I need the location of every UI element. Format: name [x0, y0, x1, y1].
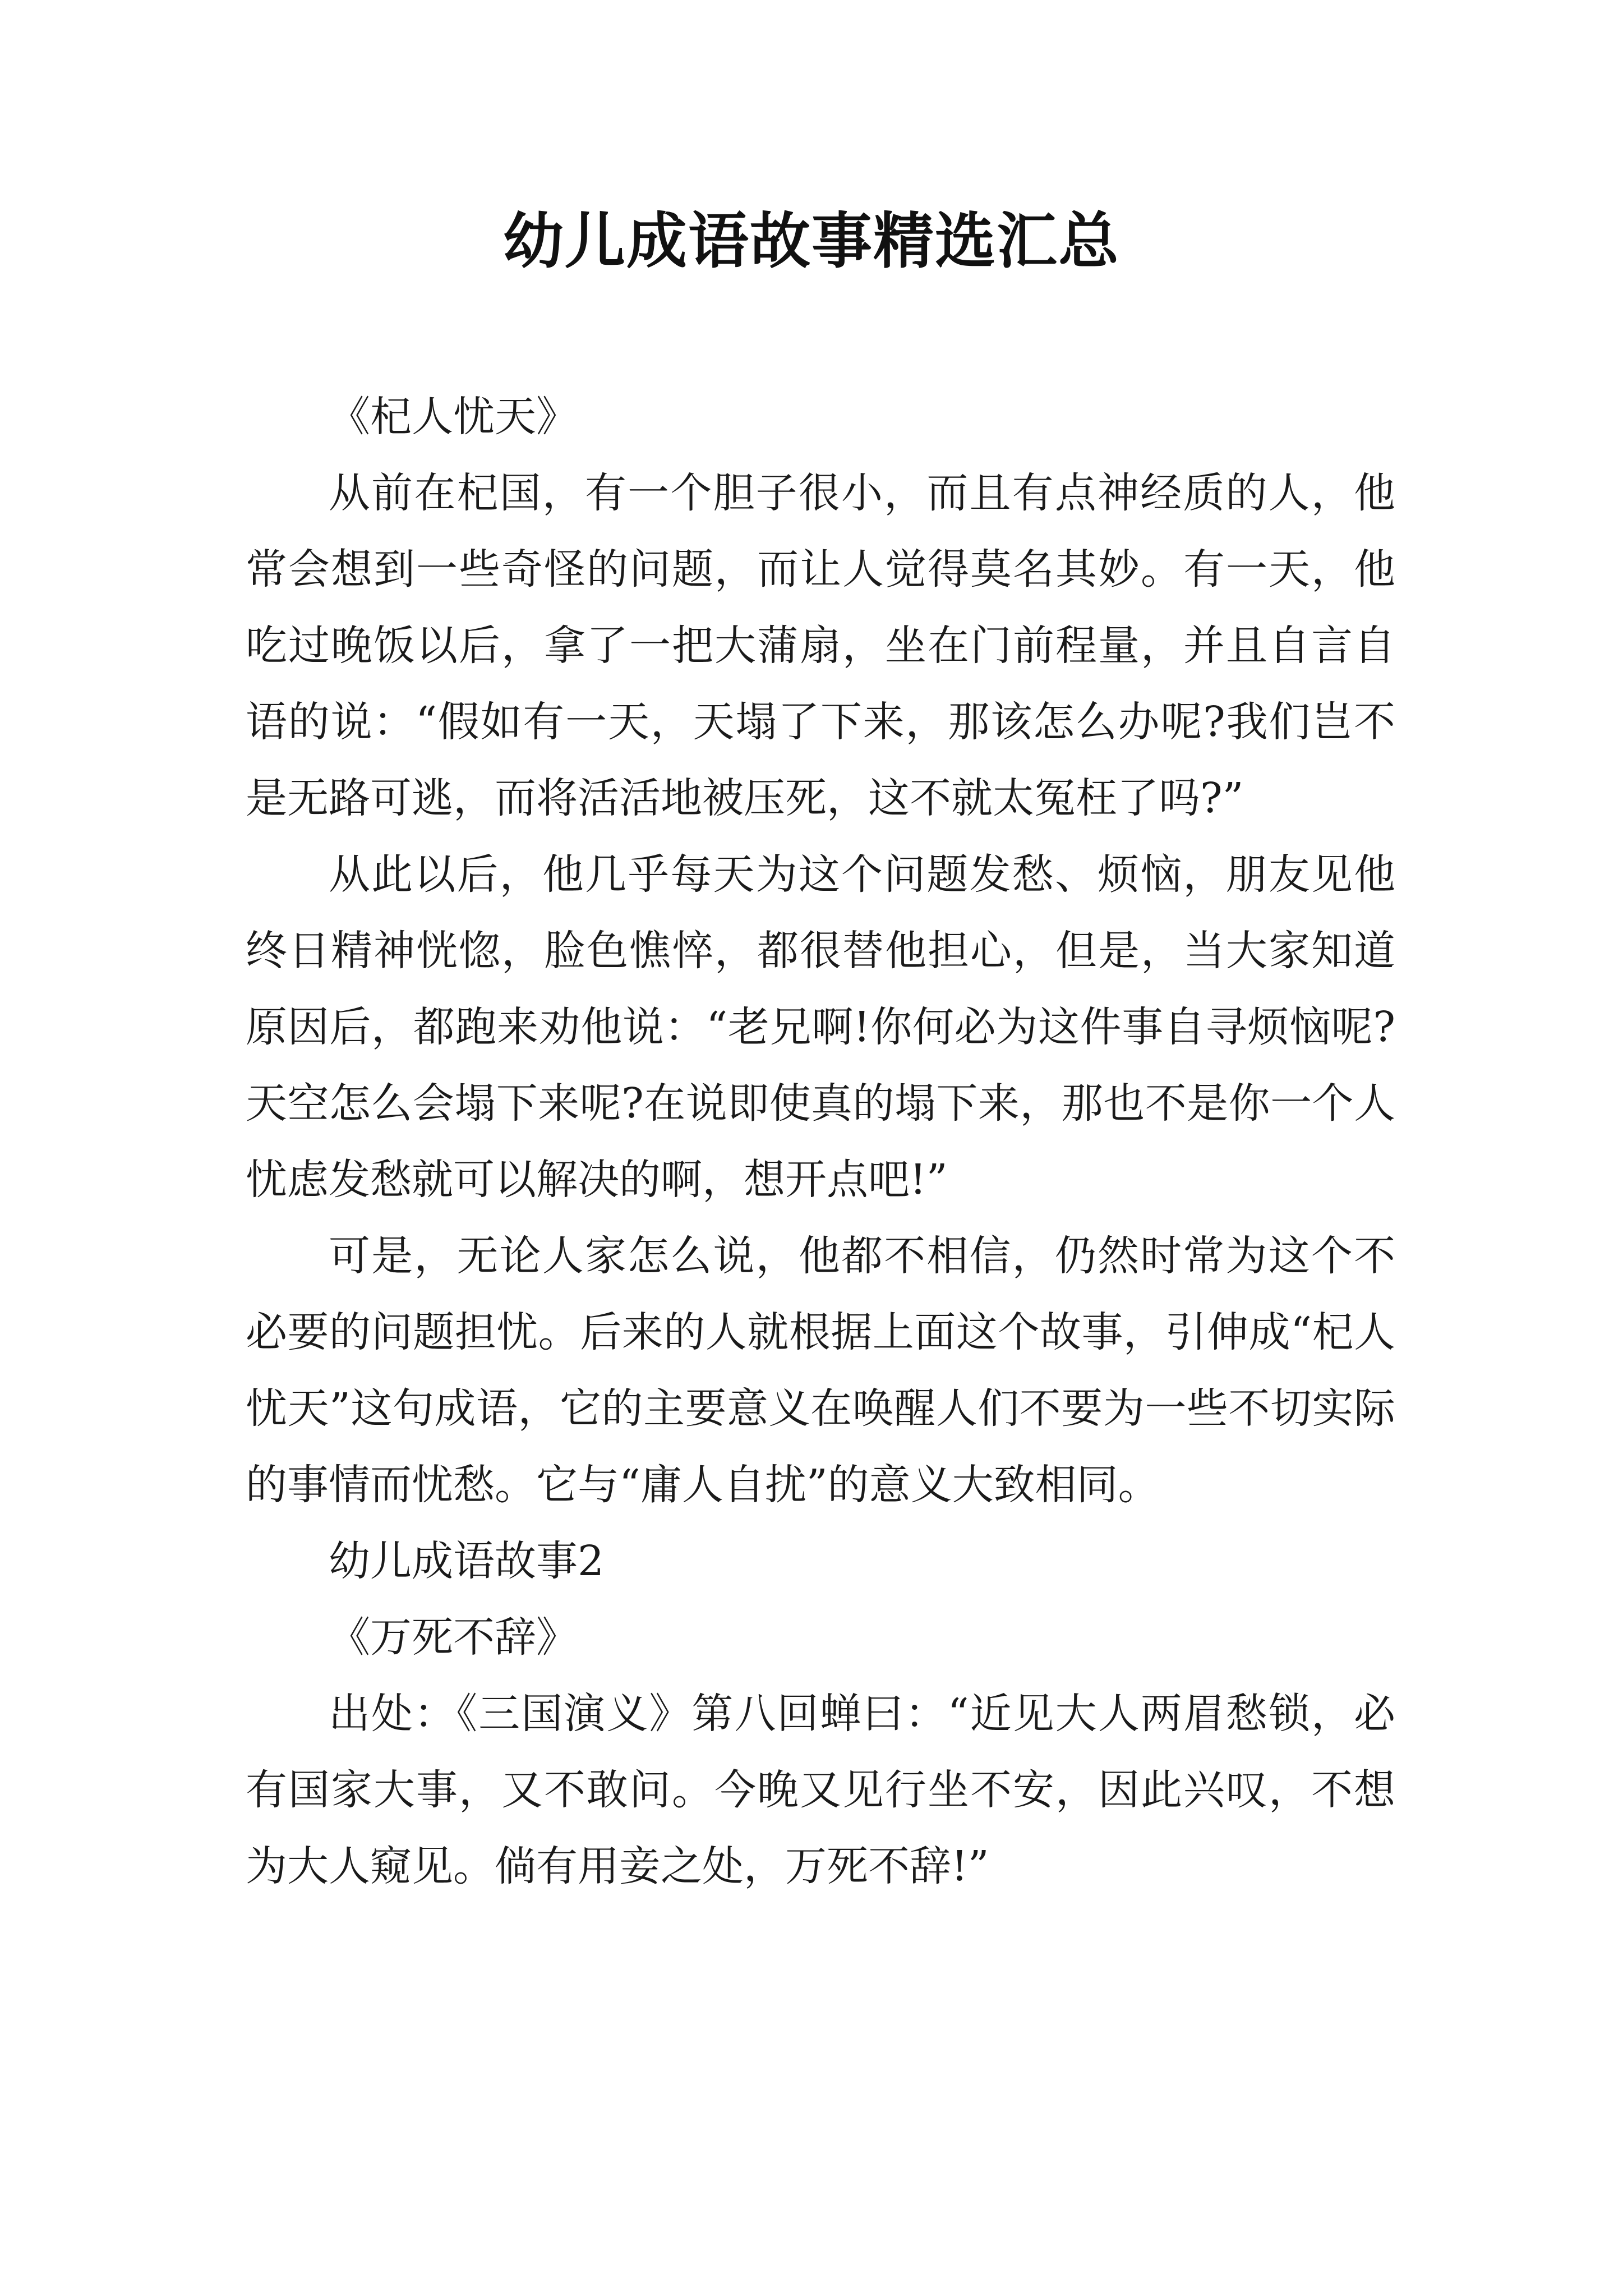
- story-title-qiren: 《杞人忧天》: [329, 393, 578, 441]
- document-title: 幼儿成语故事精选汇总: [502, 206, 1120, 277]
- story-title-wansi: 《万死不辞》: [329, 1613, 578, 1662]
- paragraph-1: 从前在杞国，有一个胆子很小，而且有点神经质的人，他常会想到一些奇怪的问题，而让人觉得莫名其妙。有一天，他吃过晚饭以后，拿了一把大蒲扇，坐在门前程量，并且自言自语的说：“假如有一天，天塌了下来，那该怎么办呢?我们岂不是无路可逃，而将活活地被压死，这不就太冤枉了吗?”: [246, 469, 1395, 822]
- paragraph-2: 从此以后，他几乎每天为这个问题发愁、烦恼，朋友见他终日精神恍惚，脸色憔悴，都很替他担心，但是，当大家知道原因后，都跑来劝他说：“老兄啊!你何必为这件事自寻烦恼呢?天空怎么会塌下来呢?在说即使真的塌下来，那也不是你一个人忧虑发愁就可以解决的啊，想开点吧!”: [246, 850, 1395, 1204]
- section-heading-story-2: 幼儿成语故事2: [329, 1537, 605, 1585]
- paragraph-4: 出处：《三国演义》第八回蝉曰：“近见大人两眉愁锁，必有国家大事，又不敢问。今晚又见行坐不安，因此兴叹，不想为大人窥见。倘有用妾之处，万死不辞!”: [246, 1690, 1395, 1890]
- paragraph-3: 可是，无论人家怎么说，他都不相信，仍然时常为这个不必要的问题担忧。后来的人就根据上面这个故事，引伸成“杞人忧天”这句成语，它的主要意义在唤醒人们不要为一些不切实际的事情而忧愁。它与“庸人自扰”的意义大致相同。: [246, 1232, 1395, 1509]
- document-body: [246, 379, 1395, 1904]
